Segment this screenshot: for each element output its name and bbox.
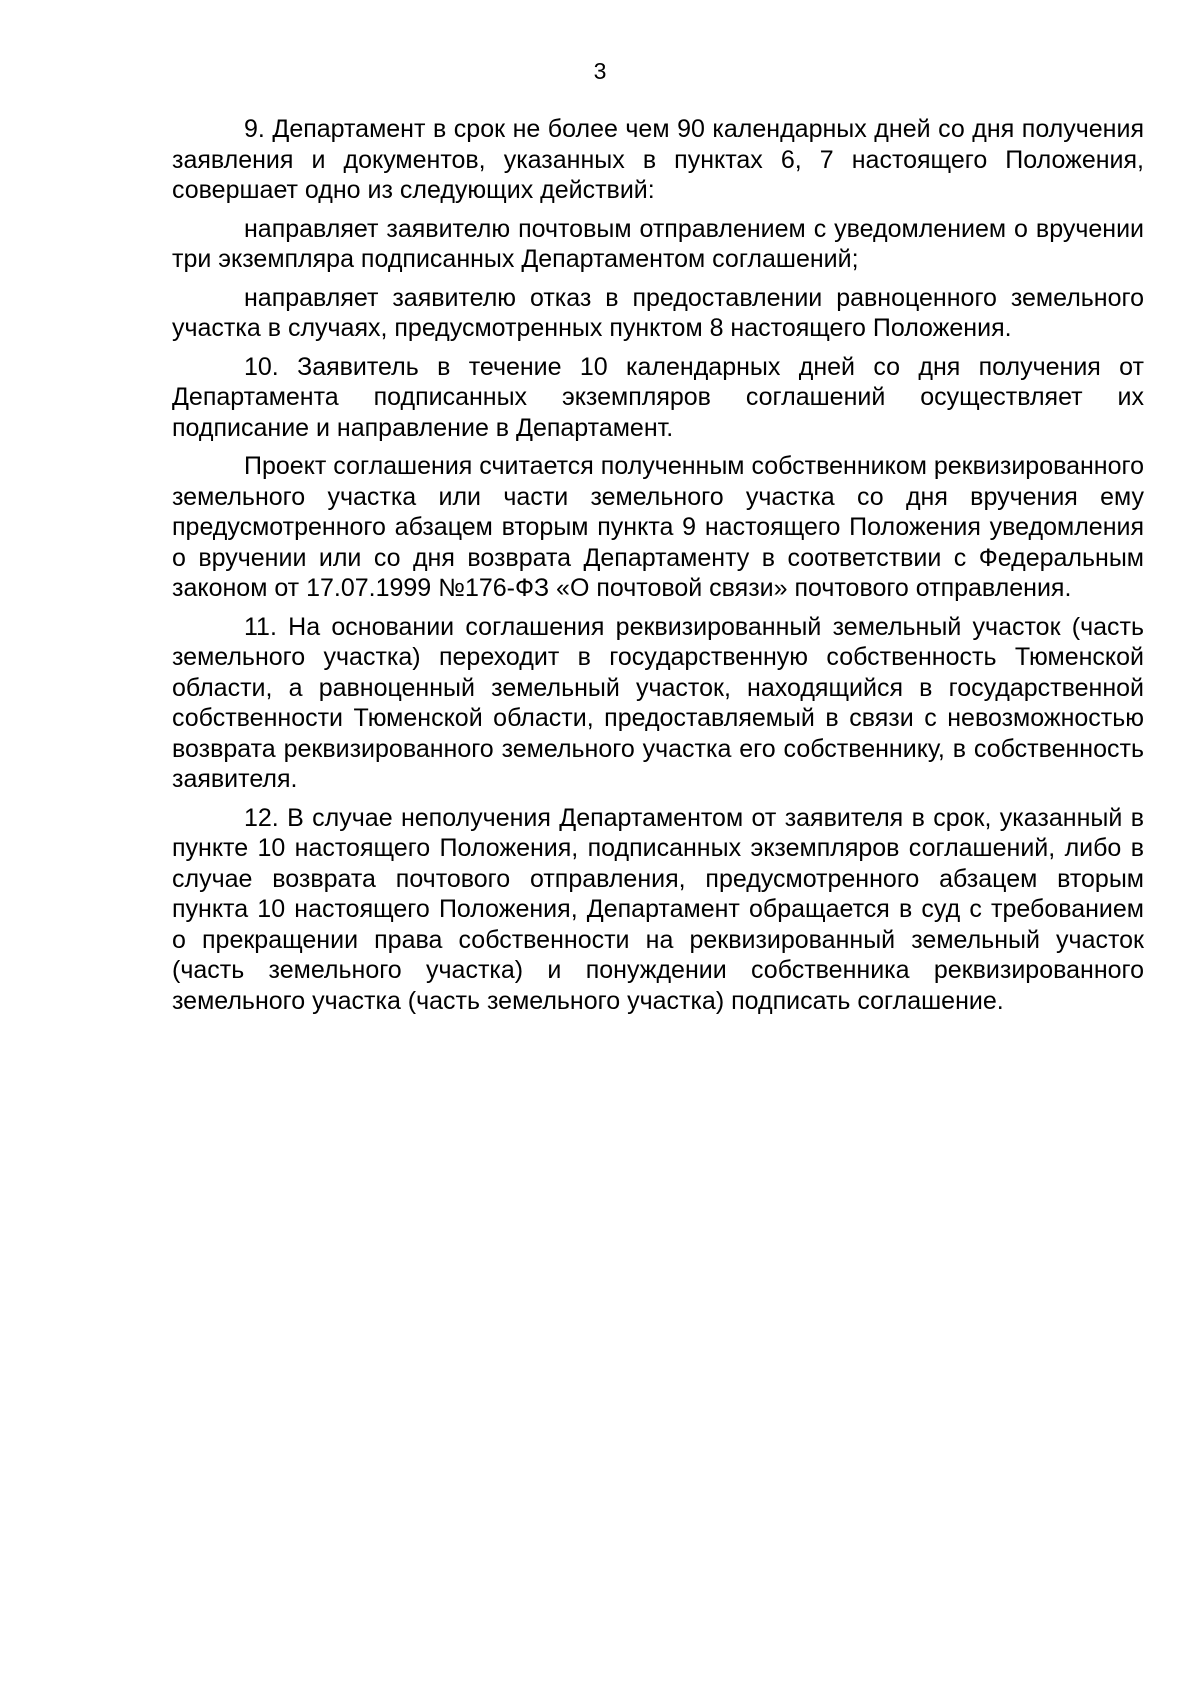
- page-number: 3: [593, 58, 607, 84]
- paragraph-9-option-send-agreements: направляет заявителю почтовым отправлением с уведомлением о вручении три экземпляра подписанных Департаментом соглашений;: [172, 214, 1144, 273]
- paragraph-12: 12. В случае неполучения Департаментом от заявителя в срок, указанный в пункте 10 настоящего Положения, подписанных экземпляров соглашений, либо в случае возврата почтового отправления, предусмотренного абзацем вторым пункта 10 настоящего Положения, Департамент обращается в суд с требованием о прекращении права собственности на реквизированный земельный участок (часть земельного участка) и понуждении собственника реквизированного земельного участка (часть земельного участка) подписать соглашение.: [172, 803, 1144, 1015]
- paragraph-9: 9. Департамент в срок не более чем 90 календарных дней со дня получения заявления и документов, указанных в пунктах 6, 7 настоящего Положения, совершает одно из следующих действий:: [172, 115, 1144, 204]
- paragraph-9-option-refusal: направляет заявителю отказ в предоставлении равноценного земельного участка в случаях, предусмотренных пунктом 8 настоящего Положения.: [172, 283, 1144, 342]
- paragraph-10: 10. Заявитель в течение 10 календарных дней со дня получения от Департамента подписанных экземпляров соглашений осуществляет их подписание и направление в Департамент.: [172, 352, 1144, 442]
- paragraph-10-draft-received: Проект соглашения считается полученным собственником реквизированного земельного участка или части земельного участка со дня вручения ему предусмотренного абзацем вторым пункта 9 настоящего Положения уведомления о вручении или со дня возврата Департаменту в соответствии с Федеральным законом от 17.07.1999 №176-ФЗ «О почтовой связи» почтового отправления.: [172, 452, 1144, 602]
- document-body: [172, 114, 1144, 1024]
- paragraph-11: 11. На основании соглашения реквизированный земельный участок (часть земельного участка) переходит в государственную собственность Тюменской области, а равноценный земельный участок, находящийся в государственной собственности Тюменской области, предоставляемый в связи с невозможностью возврата реквизированного земельного участка его собственнику, в собственность заявителя.: [172, 612, 1144, 793]
